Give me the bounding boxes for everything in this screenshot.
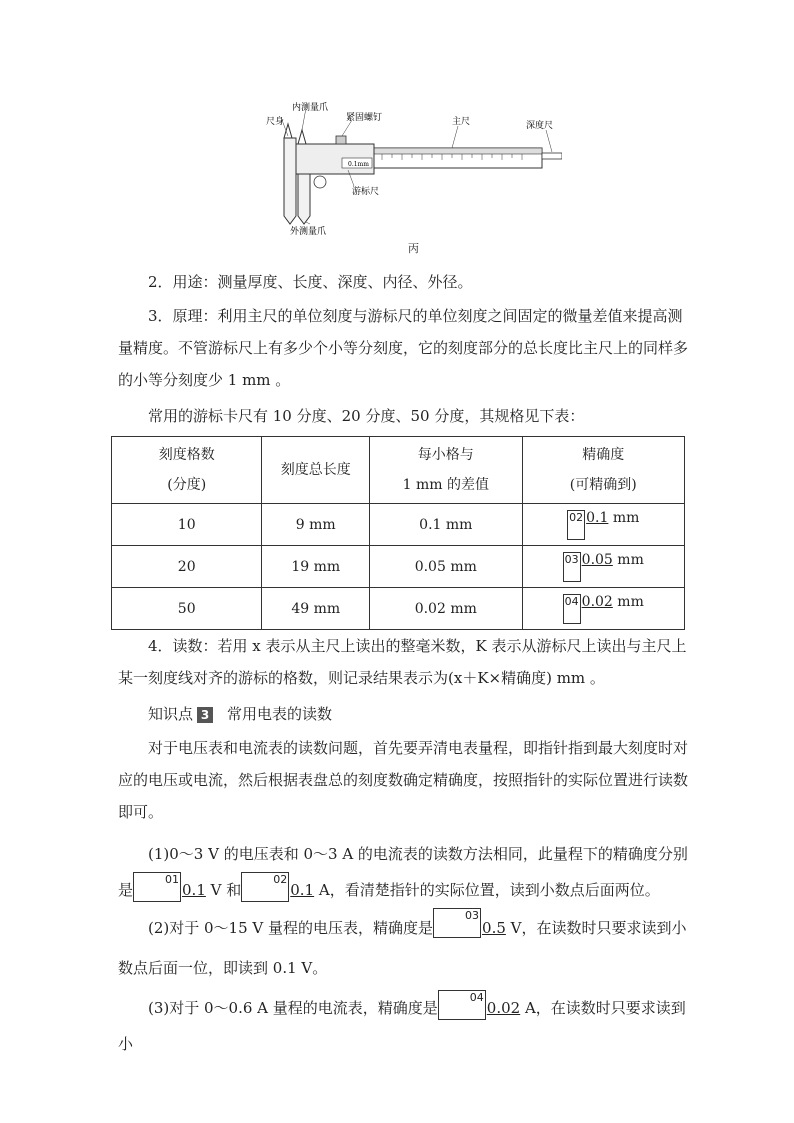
text: (3)对于 0～0.6 A 量程的电流表，精确度是 (148, 999, 438, 1017)
knowledge-point-prefix: 知识点 (148, 705, 194, 723)
paragraph-meter-intro: 对于电压表和电流表的读数问题，首先要弄清电表量程，即指针指到最大刻度时对应的电压或电流，然后根据表盘总的刻度数确定精确度，按照指针的实际位置进行读数即可。 (118, 739, 689, 821)
paragraph-usage: 2．用途：测量厚度、长度、深度、内径、外径。 (148, 273, 473, 291)
vernier-caliper-figure (262, 96, 562, 256)
vernier-caliper-drawing (262, 96, 562, 236)
answer-number: 03 (563, 552, 581, 582)
answer-number: 03 (433, 908, 481, 938)
cell-difference: 0.02 mm (370, 588, 522, 630)
answer: 0.02 (581, 593, 613, 610)
knowledge-point-number: 3 (197, 707, 213, 723)
answer-number: 02 (567, 510, 585, 540)
answer: 0.1 (182, 881, 206, 899)
answer: 0.05 (581, 551, 613, 568)
label-screw: 紧固螺钉 (346, 113, 383, 123)
cell-difference: 0.05 mm (370, 546, 522, 588)
label-vernier-tag: 0.1mm (348, 161, 369, 168)
cell-divisions: 10 (112, 504, 262, 546)
paragraph-principle: 3．原理：利用主尺的单位刻度与游标尺的单位刻度之间固定的微量差值来提高测量精度。不管游标尺上有多少个小等分刻度，它的刻度部分的总长度比主尺上的同样多的小等分刻度少 1 mm 。 (118, 307, 689, 389)
answer-number: 04 (438, 990, 486, 1020)
table-row (112, 588, 685, 630)
header-divisions: 刻度格数 (分度) (112, 437, 262, 504)
label-depth-rod: 深度尺 (526, 121, 554, 131)
label-ruler-body: 尺身 (266, 117, 285, 127)
cell-length: 9 mm (262, 504, 370, 546)
paragraph-table-intro: 常用的游标卡尺有 10 分度、20 分度、50 分度，其规格见下表： (148, 407, 585, 425)
unit: mm (612, 593, 644, 610)
knowledge-point-title: 常用电表的读数 (227, 705, 333, 723)
cell-length: 19 mm (262, 546, 370, 588)
paragraph-meter-3 (118, 990, 688, 1062)
answer: 0.1 (290, 881, 315, 899)
header-precision: 精确度 (可精确到) (522, 437, 684, 504)
header-total-length: 刻度总长度 (262, 437, 370, 504)
cell-divisions: 20 (112, 546, 262, 588)
text: (2)对于 0～15 V 量程的电压表，精确度是 (148, 919, 434, 937)
text: (1)0～3 V 的电压表和 0～3 A 的电流表的读数方法相同，此量程下的精确度分别是 (118, 845, 688, 899)
table-row (112, 546, 685, 588)
header-difference: 每小格与 1 mm 的差值 (370, 437, 522, 504)
text: A，在读数时只要求读到小 (118, 999, 686, 1053)
cell-length: 49 mm (262, 588, 370, 630)
text: A，看清楚指针的实际位置，读到小数点后面两位。 (314, 881, 660, 899)
paragraph-reading: 4．读数：若用 x 表示从主尺上读出的整毫米数，K 表示从游标尺上读出与主尺上某一刻度线对齐的游标的格数，则记录结果表示为(x＋K×精确度) mm 。 (118, 637, 687, 687)
label-outer-jaw: 外测量爪 (290, 227, 327, 236)
answer: 0.02 (486, 999, 521, 1017)
cell-precision (522, 588, 684, 630)
answer-number: 02 (241, 872, 289, 902)
label-inner-jaw: 内测量爪 (292, 103, 329, 113)
cell-difference: 0.1 mm (370, 504, 522, 546)
answer: 0.1 (586, 509, 609, 526)
answer: 0.5 (482, 919, 506, 937)
cell-precision (522, 504, 684, 546)
unit: mm (608, 509, 640, 526)
label-vernier: 游标尺 (352, 187, 380, 197)
answer-number: 01 (133, 872, 181, 902)
unit: mm (612, 551, 644, 568)
cell-divisions: 50 (112, 588, 262, 630)
answer-number: 04 (563, 594, 581, 624)
cell-precision (522, 546, 684, 588)
table-row (112, 504, 685, 546)
spec-table (111, 436, 685, 630)
table-header-row (112, 437, 685, 504)
text: V 和 (205, 881, 242, 899)
figure-caption: 丙 (408, 242, 419, 255)
text: V，在读数时只要求读到小数点后面一位，即读到 0.1 V。 (118, 919, 687, 977)
paragraph-meter-2 (118, 908, 688, 988)
label-main-scale: 主尺 (452, 117, 471, 127)
paragraph-meter-1 (118, 836, 688, 908)
knowledge-point-heading (148, 700, 332, 728)
